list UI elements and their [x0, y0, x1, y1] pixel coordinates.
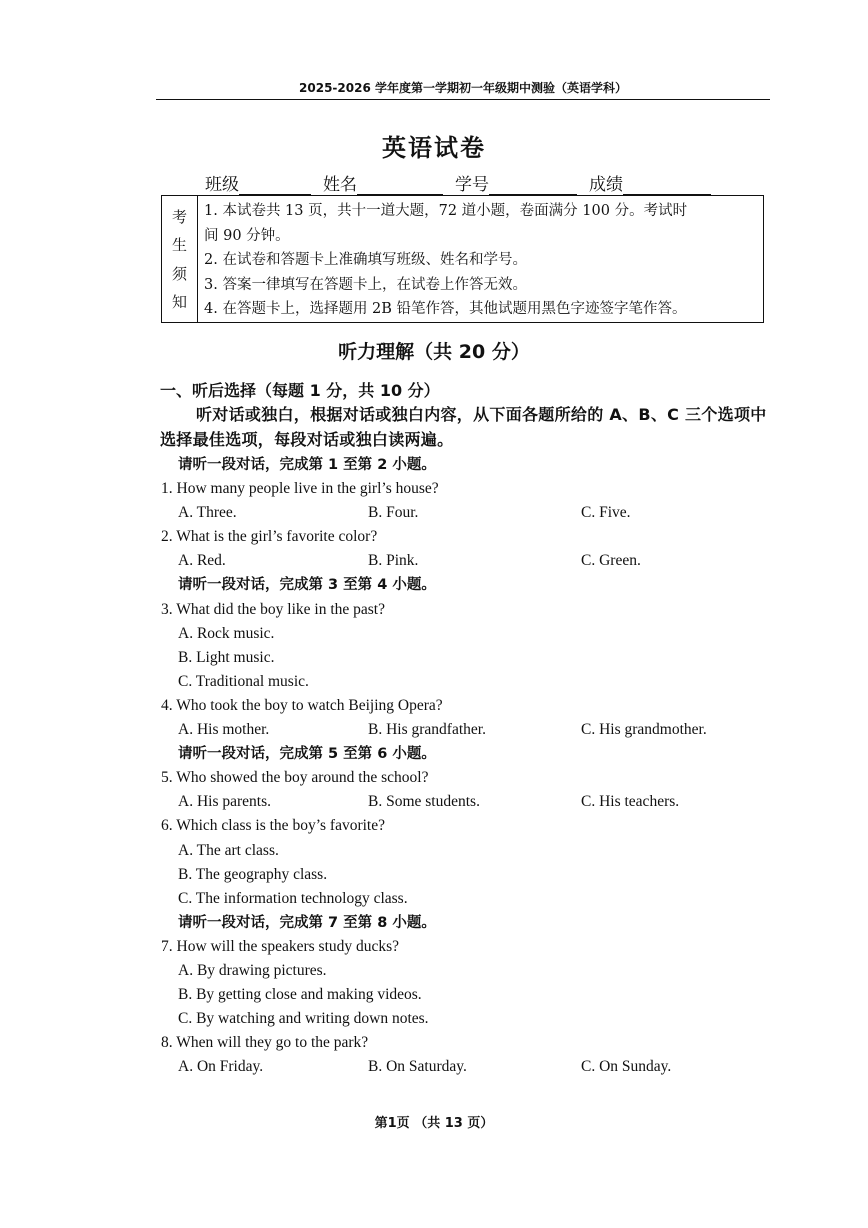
option-a: A. The art class. — [178, 841, 279, 859]
exam-header: 2025-2026 学年度第一学期初一年级期中测验（英语学科） — [156, 79, 770, 100]
option-c: C. On Sunday. — [581, 1058, 672, 1076]
option-a: A. Rock music. — [178, 624, 275, 642]
option-row — [160, 718, 770, 742]
part-title: 一、听后选择（每题 1 分，共 10 分） — [160, 381, 440, 400]
option-row — [160, 1055, 770, 1079]
question-text: 4. Who took the boy to watch Beijing Opera? — [161, 696, 443, 714]
option-b: B. Light music. — [178, 648, 275, 666]
option-a: A. His parents. — [178, 793, 271, 811]
option-row — [160, 501, 770, 525]
score-blank — [623, 178, 711, 195]
notice-label — [162, 196, 198, 322]
listening-prompt: 请听一段对话，完成第 1 至第 2 小题。 — [178, 457, 436, 473]
question-list — [160, 453, 770, 1079]
student-id-field — [455, 170, 577, 195]
question-text: 6. Which class is the boy’s favorite? — [161, 817, 385, 835]
score-label: 成绩 — [589, 175, 623, 195]
option-a: A. By drawing pictures. — [178, 961, 327, 979]
option-a: A. His mother. — [178, 721, 270, 739]
option-b: B. Four. — [368, 504, 419, 522]
option-row — [160, 790, 770, 814]
notice-label-char: 知 — [171, 293, 187, 312]
notice-item: 4. 在答题卡上，选择题用 2B 铅笔作答，其他试题用黑色字迹签字笔作答。 — [204, 301, 687, 317]
page-footer: 第1页 （共 13 页） — [374, 1116, 494, 1131]
option-a: A. Three. — [178, 504, 237, 522]
notice-label-char: 生 — [171, 236, 187, 255]
notice-item: 3. 答案一律填写在答题卡上，在试卷上作答无效。 — [204, 276, 527, 293]
option-b: B. His grandfather. — [368, 721, 486, 739]
candidate-notice-box — [161, 195, 764, 323]
notice-item: 2. 在试卷和答题卡上准确填写班级、姓名和学号。 — [204, 252, 527, 268]
option-c: C. His grandmother. — [581, 721, 707, 739]
name-label: 姓名 — [323, 175, 357, 195]
part-instruction: 听对话或独白，根据对话或独白内容，从下面各题所给的 A、B、C 三个选项中选择最佳选项，每段对话或独白读两遍。 — [160, 405, 767, 449]
student-id-blank — [489, 178, 577, 195]
option-b: B. The geography class. — [178, 865, 328, 883]
option-c: C. Green. — [581, 552, 641, 570]
option-c: C. Traditional music. — [178, 672, 309, 690]
option-c: C. By watching and writing down notes. — [178, 1010, 429, 1028]
option-b: B. On Saturday. — [368, 1058, 467, 1076]
option-a: A. On Friday. — [178, 1058, 264, 1076]
option-b: B. Some students. — [368, 793, 480, 811]
option-b: B. Pink. — [368, 552, 419, 570]
question-text: 2. What is the girl’s favorite color? — [161, 528, 378, 546]
notice-items — [198, 196, 763, 322]
option-b: B. By getting close and making videos. — [178, 986, 422, 1004]
listening-prompt: 请听一段对话，完成第 7 至第 8 小题。 — [178, 914, 436, 931]
question-text: 3. What did the boy like in the past? — [161, 600, 385, 618]
option-c: C. Five. — [581, 504, 631, 522]
option-a: A. Red. — [178, 552, 226, 570]
notice-label-char: 须 — [171, 264, 187, 283]
notice-label-char: 考 — [171, 207, 187, 226]
question-text: 5. Who showed the boy around the school? — [161, 769, 429, 787]
question-text: 8. When will they go to the park? — [161, 1034, 369, 1052]
class-label: 班级 — [205, 175, 239, 195]
question-text: 1. How many people live in the girl’s house? — [161, 480, 439, 498]
listening-prompt: 请听一段对话，完成第 5 至第 6 小题。 — [178, 746, 436, 763]
question-text: 7. How will the speakers study ducks? — [161, 937, 400, 955]
listening-prompt: 请听一段对话，完成第 3 至第 4 小题。 — [178, 577, 436, 594]
notice-item: 1. 本试卷共 13 页，共十一道大题，72 道小题，卷面满分 100 分。考试时 — [204, 203, 688, 219]
class-field — [205, 170, 311, 195]
student-id-label: 学号 — [455, 175, 489, 195]
name-blank — [357, 178, 443, 195]
student-info-row — [205, 170, 745, 195]
option-c: C. The information technology class. — [178, 889, 408, 907]
notice-item: 间 90 分钟。 — [204, 227, 290, 244]
option-row — [160, 549, 770, 573]
page-title: 英语试卷 — [382, 134, 486, 162]
option-c: C. His teachers. — [581, 793, 680, 811]
class-blank — [239, 178, 311, 195]
name-field — [323, 170, 443, 195]
section-title: 听力理解（共 20 分） — [338, 341, 530, 363]
score-field — [589, 170, 711, 195]
